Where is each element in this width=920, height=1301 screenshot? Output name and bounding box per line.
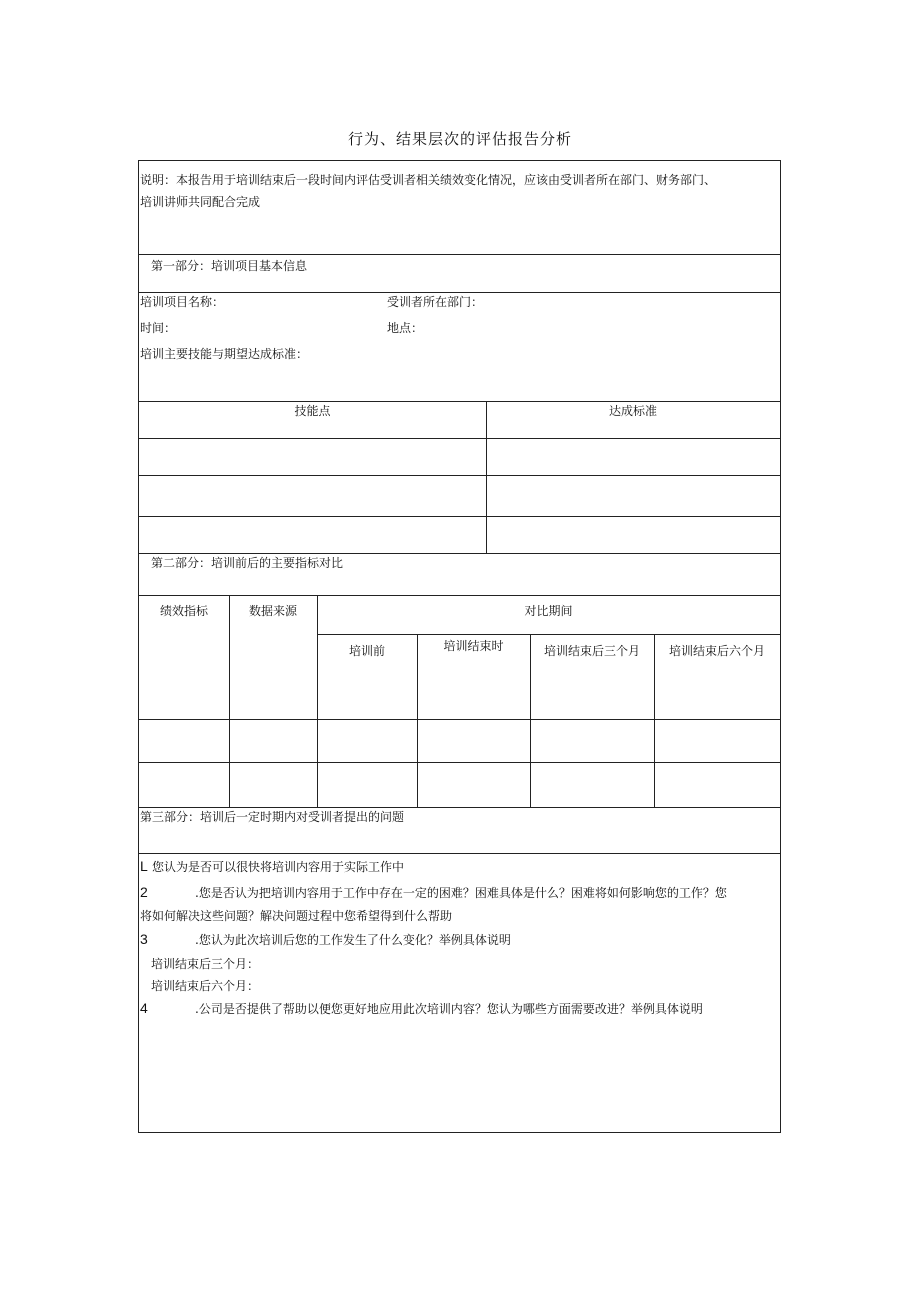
- question-1-number: L: [140, 858, 148, 874]
- part2-heading: 第二部分：培训前后的主要指标对比: [151, 556, 344, 570]
- rule: [139, 254, 780, 255]
- page-title: 行为、结果层次的评估报告分析: [347, 130, 572, 148]
- period-3-months: 培训结束后三个月: [543, 644, 640, 658]
- rule: [139, 762, 780, 763]
- rule: [139, 853, 780, 854]
- rule: [139, 719, 780, 720]
- period-6-months: 培训结束后六个月: [668, 644, 765, 658]
- question-3-six-months: 培训结束后六个月：: [151, 979, 260, 993]
- report-form: [138, 160, 781, 1133]
- indicator-column-header: 绩效指标: [159, 604, 208, 618]
- rule: [139, 595, 780, 596]
- standard-column-header: 达成标准: [608, 404, 657, 418]
- question-3: .您认为此次培训后您的工作发生了什么变化？举例具体说明: [195, 933, 511, 947]
- rule: [139, 292, 780, 293]
- rule: [654, 634, 655, 807]
- location-label: 地点：: [387, 321, 424, 335]
- project-name-label: 培训项目名称：: [140, 295, 225, 309]
- rule: [530, 634, 531, 807]
- rule: [139, 553, 780, 554]
- time-label: 时间：: [140, 321, 177, 335]
- rule: [486, 401, 487, 553]
- rule: [417, 634, 418, 807]
- rule: [229, 595, 230, 807]
- rule: [139, 475, 780, 476]
- intro-line-2: 培训讲师共同配合完成: [140, 195, 261, 209]
- period-before: 培训前: [348, 644, 385, 658]
- question-2-line-1: .您是否认为把培训内容用于工作中存在一定的困难？困难具体是什么？困难将如何影响您的工作？您: [195, 886, 727, 900]
- rule: [139, 438, 780, 439]
- question-2-line-2: 将如何解决这些问题？解决问题过程中您希望得到什么帮助: [140, 909, 453, 923]
- rule: [317, 634, 780, 635]
- period-column-header: 对比期间: [524, 604, 573, 618]
- rule: [139, 516, 780, 517]
- part1-heading: 第一部分：培训项目基本信息: [151, 259, 308, 273]
- part3-heading: 第三部分：培训后一定时期内对受训者提出的问题: [140, 810, 405, 824]
- source-column-header: 数据来源: [248, 604, 297, 618]
- rule: [317, 595, 318, 807]
- question-3-number: 3: [140, 931, 148, 947]
- intro-line-1: 说明：本报告用于培训结束后一段时间内评估受训者相关绩效变化情况，应该由受训者所在部门、财务部门、: [140, 173, 717, 187]
- rule: [139, 401, 780, 402]
- question-4: .公司是否提供了帮助以便您更好地应用此次培训内容？您认为哪些方面需要改进？举例具体说明: [195, 1002, 703, 1016]
- question-3-three-months: 培训结束后三个月：: [151, 957, 260, 971]
- period-end: 培训结束时: [443, 639, 504, 653]
- skill-column-header: 技能点: [294, 404, 331, 418]
- skills-standard-label: 培训主要技能与期望达成标准：: [140, 347, 309, 361]
- rule: [139, 807, 780, 808]
- department-label: 受训者所在部门：: [387, 295, 484, 309]
- question-4-number: 4: [140, 1000, 148, 1016]
- question-2-number: 2: [140, 884, 148, 900]
- question-1: 您认为是否可以很快将培训内容用于实际工作中: [152, 860, 405, 874]
